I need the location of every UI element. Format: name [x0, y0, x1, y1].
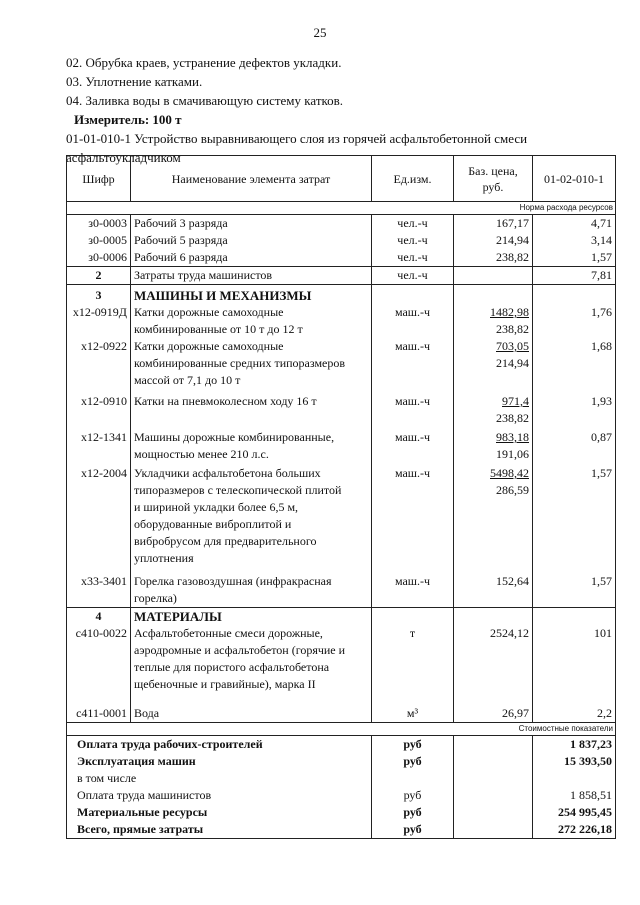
cost-strip-label: Стоимостные показатели [67, 723, 616, 736]
section-code: 3 [67, 285, 131, 305]
name-line: мощностью менее 210 л.с. [134, 447, 269, 461]
price-wage: 238,82 [496, 322, 529, 336]
header-norm: 01-02-010-1 [533, 156, 616, 202]
cell-norm: 1,93 [533, 389, 616, 427]
table-row [67, 232, 616, 249]
table-row [67, 567, 616, 608]
section-row-machines [67, 285, 616, 305]
cell-name [131, 463, 372, 567]
name-line: Горелка газовоздушная (инфракрасная [134, 574, 332, 588]
cell-code: х12-1341 [67, 427, 131, 463]
cell-price [454, 463, 533, 567]
cell-code: х12-0922 [67, 338, 131, 389]
cell-price: 214,94 [454, 232, 533, 249]
summary-label: Материальные ресурсы [67, 804, 372, 821]
summary-label: Эксплуатация машин [67, 753, 372, 770]
price-main: 971,4 [502, 394, 529, 408]
name-line: горелка) [134, 591, 177, 605]
summary-row [67, 787, 616, 804]
cell-code: з0-0003 [67, 215, 131, 233]
cell-price: 2524,12 [454, 625, 533, 693]
name-line: вибробрусом для предварительного [134, 534, 317, 548]
summary-label: в том числе [67, 770, 372, 787]
table-row [67, 304, 616, 338]
cell-unit: м³ [372, 693, 454, 723]
header-name: Наименование элемента затрат [131, 156, 372, 202]
name-line: комбинированные от 10 т до 12 т [134, 322, 303, 336]
price-main: 983,18 [496, 430, 529, 444]
price-main: 5498,42 [490, 466, 529, 480]
cell-unit: чел.-ч [372, 267, 454, 285]
table-row [67, 249, 616, 267]
machinist-row [67, 267, 616, 285]
cell-unit: чел.-ч [372, 232, 454, 249]
cell-code: х12-2004 [67, 463, 131, 567]
cell-code: х12-0910 [67, 389, 131, 427]
cell-code: с411-0001 [67, 693, 131, 723]
cell-name [131, 567, 372, 608]
name-line: Катки дорожные самоходные [134, 305, 284, 319]
name-line: типоразмеров с телескопической плитой [134, 483, 342, 497]
header-price-line2: руб. [482, 179, 504, 194]
cell-norm: 3,14 [533, 232, 616, 249]
summary-unit: руб [372, 736, 454, 754]
summary-row [67, 770, 616, 787]
cell-norm: 1,57 [533, 567, 616, 608]
cell-unit: маш.-ч [372, 567, 454, 608]
summary-value: 272 226,18 [533, 821, 616, 839]
cell-name: Рабочий 3 разряда [131, 215, 372, 233]
measure-line: Измеритель: 100 т [74, 112, 182, 127]
summary-value: 254 995,45 [533, 804, 616, 821]
cell-norm: 1,76 [533, 304, 616, 338]
resource-table [66, 155, 616, 839]
intro-line: 04. Заливка воды в смачивающую систему катков. [66, 93, 344, 108]
cell-norm: 1,68 [533, 338, 616, 389]
cell-code: з0-0005 [67, 232, 131, 249]
name-line: комбинированные средних типоразмеров [134, 356, 346, 370]
price-wage: 286,59 [496, 483, 529, 497]
intro-line: 02. Обрубка краев, устранение дефектов укладки. [66, 55, 342, 70]
cell-norm: 101 [533, 625, 616, 693]
cell-unit: маш.-ч [372, 338, 454, 389]
name-line: оборудованные виброплитой и [134, 517, 292, 531]
cell-unit: т [372, 625, 454, 693]
cell-price [454, 338, 533, 389]
cell-norm: 4,71 [533, 215, 616, 233]
name-line: и шириной укладки более 6,5 м, [134, 500, 299, 514]
summary-unit [372, 770, 454, 787]
summary-row [67, 821, 616, 839]
cell-unit: чел.-ч [372, 215, 454, 233]
intro-line: 03. Уплотнение катками. [66, 74, 203, 89]
name-line: уплотнения [134, 551, 194, 565]
cell-unit: маш.-ч [372, 304, 454, 338]
cell-name: Вода [131, 693, 372, 723]
cell-code: 2 [67, 267, 131, 285]
cell-unit: чел.-ч [372, 249, 454, 267]
cell-norm: 1,57 [533, 249, 616, 267]
table-row [67, 215, 616, 233]
cell-price [454, 267, 533, 285]
summary-row [67, 753, 616, 770]
cell-code: с410-0022 [67, 625, 131, 693]
section-title: МАТЕРИАЛЫ [131, 608, 372, 626]
cell-price: 152,64 [454, 567, 533, 608]
header-price-line1: Баз. цена, [468, 163, 518, 178]
header-unit: Ед.изм. [372, 156, 454, 202]
cell-norm: 2,2 [533, 693, 616, 723]
summary-label: Оплата труда рабочих-строителей [67, 736, 372, 754]
name-line: Асфальтобетонные смеси дорожные, [134, 626, 323, 640]
summary-row [67, 804, 616, 821]
price-wage: 191,06 [496, 447, 529, 461]
summary-value: 1 858,51 [533, 787, 616, 804]
cell-price: 238,82 [454, 249, 533, 267]
cell-norm: 0,87 [533, 427, 616, 463]
cell-price [454, 427, 533, 463]
cell-unit: маш.-ч [372, 389, 454, 427]
summary-value [533, 770, 616, 787]
section-row-materials [67, 608, 616, 626]
cell-name: Рабочий 6 разряда [131, 249, 372, 267]
name-line: Катки дорожные самоходные [134, 339, 284, 353]
cell-name [131, 427, 372, 463]
table-row [67, 427, 616, 463]
table-row [67, 338, 616, 389]
summary-label: Оплата труда машинистов [67, 787, 372, 804]
table-row [67, 389, 616, 427]
summary-unit: руб [372, 804, 454, 821]
section-title: МАШИНЫ И МЕХАНИЗМЫ [131, 285, 372, 305]
cell-code: х33-3401 [67, 567, 131, 608]
table-row [67, 693, 616, 723]
section-code: 4 [67, 608, 131, 626]
summary-unit: руб [372, 821, 454, 839]
header-price [454, 156, 533, 202]
name-line: Машины дорожные комбинированные, [134, 430, 335, 444]
cell-code: х12-0919Д [67, 304, 131, 338]
cell-price: 26,97 [454, 693, 533, 723]
cell-name: Рабочий 5 разряда [131, 232, 372, 249]
name-line: Укладчики асфальтобетона больших [134, 466, 321, 480]
summary-label: Всего, прямые затраты [67, 821, 372, 839]
cell-name [131, 625, 372, 693]
cell-price: 167,17 [454, 215, 533, 233]
intro-block [66, 53, 566, 167]
name-line: Катки на пневмоколесном ходу 16 т [134, 394, 317, 408]
cell-unit: маш.-ч [372, 427, 454, 463]
cell-norm: 7,81 [533, 267, 616, 285]
cell-norm: 1,57 [533, 463, 616, 567]
summary-value: 1 837,23 [533, 736, 616, 754]
cell-name [131, 338, 372, 389]
page-number: 25 [313, 25, 327, 40]
cell-name: Затраты труда машинистов [131, 267, 372, 285]
table-header-row [67, 156, 616, 202]
table-row [67, 463, 616, 567]
price-main: 703,05 [496, 339, 529, 353]
table-row [67, 625, 616, 693]
cell-name [131, 389, 372, 427]
section-title-line: асфальтоукладчиком [66, 150, 181, 165]
summary-unit: руб [372, 787, 454, 804]
cost-strip-row [67, 723, 616, 736]
price-wage: 214,94 [496, 356, 529, 370]
price-main: 1482,98 [490, 305, 529, 319]
summary-unit: руб [372, 753, 454, 770]
cell-unit: маш.-ч [372, 463, 454, 567]
norm-strip-row [67, 202, 616, 215]
name-line: щебеночные и гравийные), марка II [134, 677, 316, 691]
header-code: Шифр [67, 156, 131, 202]
cell-name [131, 304, 372, 338]
name-line: аэродромные и асфальтобетон (горячие и [134, 643, 346, 657]
cell-code: з0-0006 [67, 249, 131, 267]
cell-price [454, 304, 533, 338]
summary-row [67, 736, 616, 754]
name-line: теплые для пористого асфальтобетона [134, 660, 330, 674]
name-line: массой от 7,1 до 10 т [134, 373, 241, 387]
norm-strip-label: Норма расхода ресурсов [67, 202, 616, 215]
summary-value: 15 393,50 [533, 753, 616, 770]
section-title-line: 01-01-010-1 Устройство выравнивающего слоя из горячей асфальтобетонной смеси [66, 131, 528, 146]
price-wage: 238,82 [496, 411, 529, 425]
cell-price [454, 389, 533, 427]
